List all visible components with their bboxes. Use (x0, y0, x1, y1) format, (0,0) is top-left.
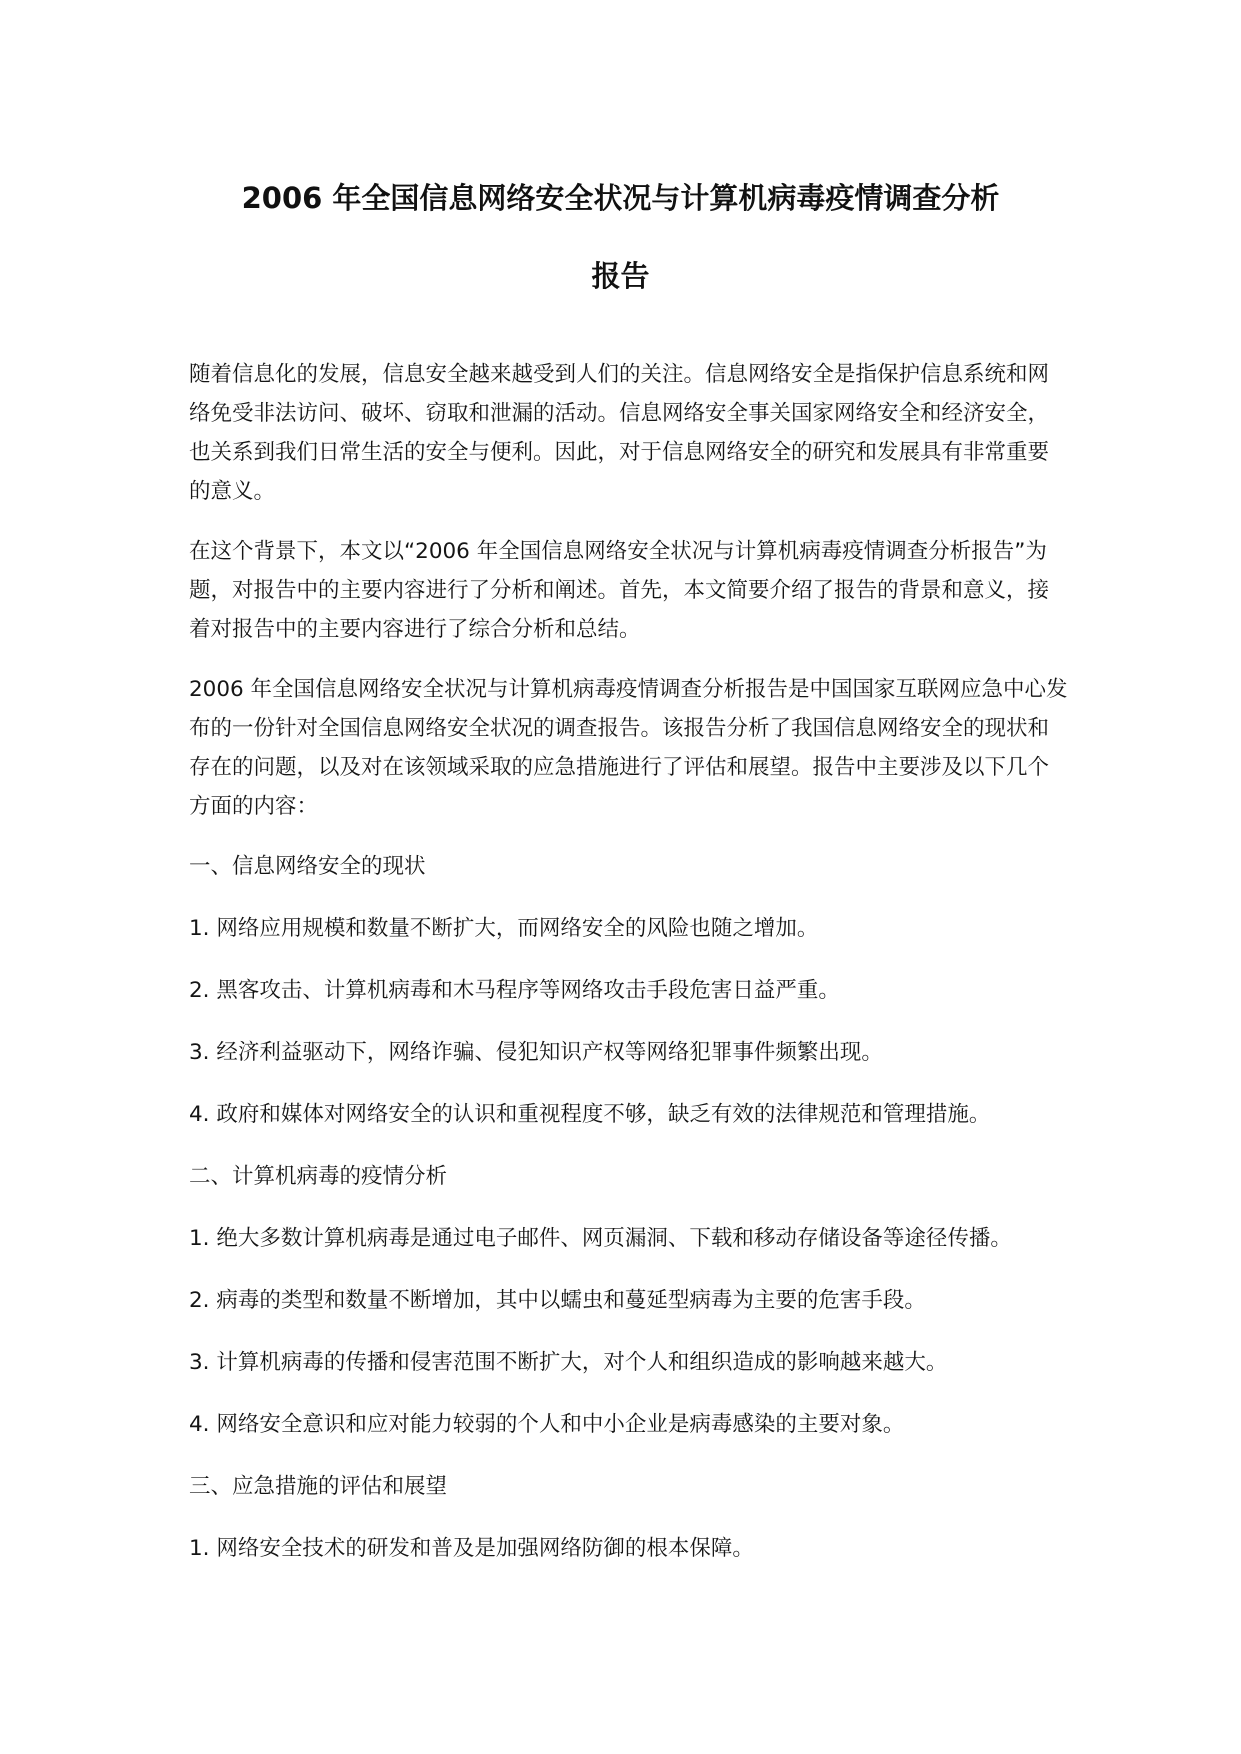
section-1-item-1: 1. 网络应用规模和数量不断扩大，而网络安全的风险也随之增加。 (189, 916, 819, 941)
document-body (189, 355, 1069, 1591)
intro-paragraph-2: 在这个背景下，本文以“2006 年全国信息网络安全状况与计算机病毒疫情调查分析报告”为题，对报告中的主要内容进行了分析和阐述。首先，本文简要介绍了报告的背景和意义，接着对报告中的主要内容进行了综合分析和总结。 (189, 539, 1050, 642)
section-2-item-1: 1. 绝大多数计算机病毒是通过电子邮件、网页漏洞、下载和移动存储设备等途径传播。 (189, 1226, 1012, 1251)
intro-paragraph-3: 2006 年全国信息网络安全状况与计算机病毒疫情调查分析报告是中国国家互联网应急中心发布的一份针对全国信息网络安全状况的调查报告。该报告分析了我国信息网络安全的现状和存在的问题，以及对在该领域采取的应急措施进行了评估和展望。报告中主要涉及以下几个方面的内容： (189, 677, 1068, 819)
document-title-line-1: 2006 年全国信息网络安全状况与计算机病毒疫情调查分析 (241, 181, 1000, 215)
section-1-heading: 一、信息网络安全的现状 (189, 854, 426, 879)
section-2-item-3: 3. 计算机病毒的传播和侵害范围不断扩大，对个人和组织造成的影响越来越大。 (189, 1350, 948, 1375)
section-3-item-1: 1. 网络安全技术的研发和普及是加强网络防御的根本保障。 (189, 1536, 754, 1561)
section-2-item-4: 4. 网络安全意识和应对能力较弱的个人和中小企业是病毒感染的主要对象。 (189, 1412, 905, 1437)
section-1-item-4: 4. 政府和媒体对网络安全的认识和重视程度不够，缺乏有效的法律规范和管理措施。 (189, 1102, 991, 1127)
intro-paragraph-1: 随着信息化的发展，信息安全越来越受到人们的关注。信息网络安全是指保护信息系统和网络免受非法访问、破坏、窃取和泄漏的活动。信息网络安全事关国家网络安全和经济安全，也关系到我们日常生活的安全与便利。因此，对于信息网络安全的研究和发展具有非常重要的意义。 (189, 362, 1050, 504)
document-title-line-2: 报告 (591, 259, 650, 293)
section-1-item-3: 3. 经济利益驱动下，网络诈骗、侵犯知识产权等网络犯罪事件频繁出现。 (189, 1040, 883, 1065)
section-2-item-2: 2. 病毒的类型和数量不断增加，其中以蠕虫和蔓延型病毒为主要的危害手段。 (189, 1288, 926, 1313)
section-1-item-2: 2. 黑客攻击、计算机病毒和木马程序等网络攻击手段危害日益严重。 (189, 978, 840, 1003)
section-2-heading: 二、计算机病毒的疫情分析 (189, 1164, 448, 1189)
section-3-heading: 三、应急措施的评估和展望 (189, 1474, 448, 1499)
